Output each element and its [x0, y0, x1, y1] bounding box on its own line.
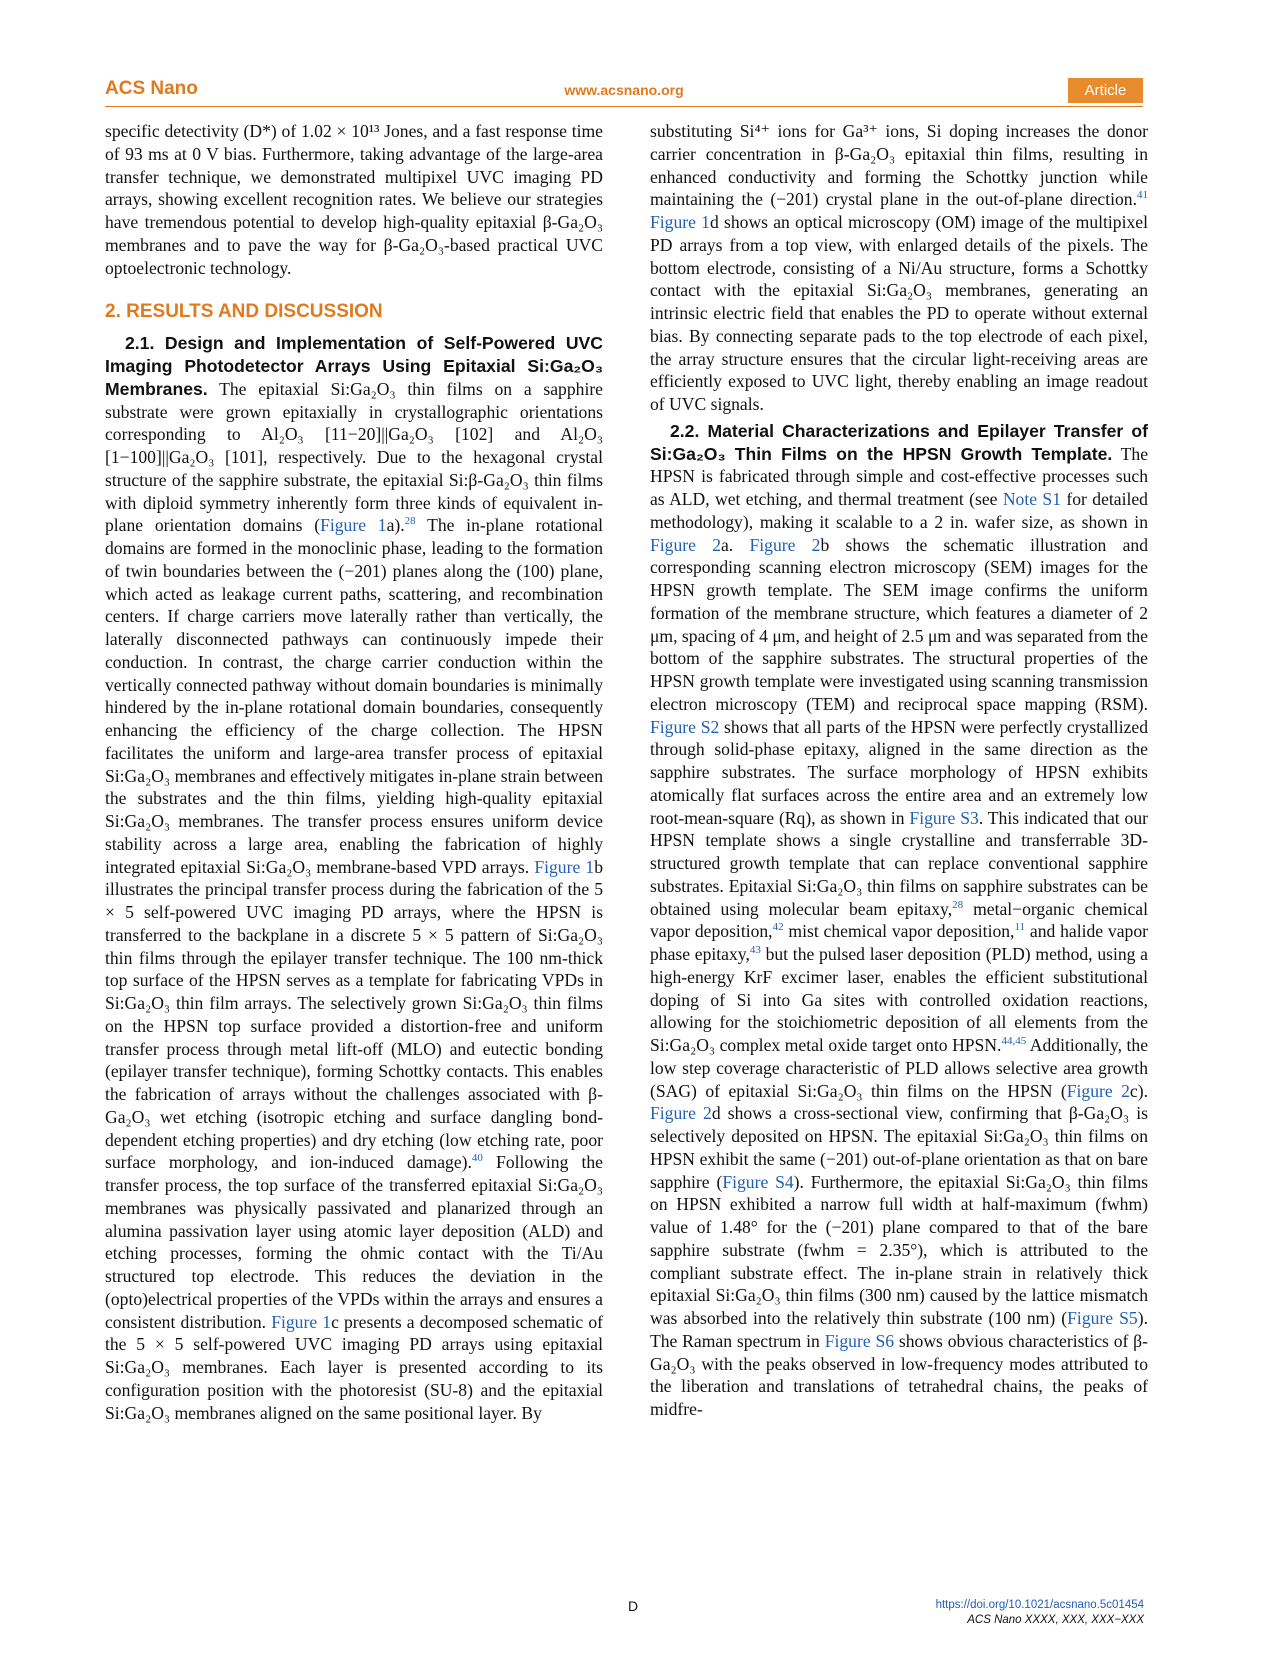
- figure-link-1c[interactable]: Figure 1: [271, 1311, 332, 1332]
- page-number: D: [627, 1598, 639, 1614]
- figure-link-2b[interactable]: Figure 2: [749, 534, 821, 555]
- figure-link-s2[interactable]: Figure S2: [650, 716, 720, 737]
- citation-link-40[interactable]: 40: [471, 1152, 483, 1165]
- left-column: [105, 120, 603, 1424]
- section-heading: 2. RESULTS AND DISCUSSION: [105, 301, 383, 323]
- figure-link-1d[interactable]: Figure 1: [650, 212, 710, 232]
- figure-link-s6[interactable]: Figure S6: [824, 1330, 895, 1351]
- citation-link-42[interactable]: 42: [772, 921, 784, 934]
- subsection-heading-2-2: 2.2. Material Characterizations and Epilayer Transfer of Si:Ga₂O₃ Thin Films on the HPSN Growth Template.: [650, 420, 1148, 464]
- journal-site-link[interactable]: www.acsnano.org: [564, 82, 684, 98]
- citation-link-28[interactable]: 28: [404, 515, 416, 528]
- paragraph-2-2: 2.2. Material Characterizations and Epilayer Transfer of Si:Ga₂O₃ Thin Films on the HPSN Growth Template. The HPSN is fabricated through simple and cost-effective processes such as ALD, wet etching, and thermal treatment (see Note S1 for detailed methodology), making it scalable to a 2 in. wafer size, as shown in Figure 2a. Figure 2b shows the schematic illustration and corresponding scanning electron microscopy (SEM) images for the HPSN growth template. The SEM image confirms the uniform formation of the membrane structure, which features a diameter of 2 μm, spacing of 4 μm, and height of 2.5 μm and was separated from the bottom of the sapphire substrates. The structural properties of the HPSN growth template were investigated using scanning transmission electron microscopy (TEM) and reciprocal space mapping (RSM). Figure S2 shows that all parts of the HPSN were perfectly crystallized through solid-phase epitaxy, aligned in the same direction as the sapphire substrates. The surface morphology of HPSN exhibits atomically flat surfaces across the entire area and an extremely low root-mean-square (Rq), as shown in Figure S3. This indicated that our HPSN template shows a single crystalline and transferrable 3D-structured growth template that can replace conventional sapphire substrates. Epitaxial Si:Ga₂O₃ thin films on sapphire substrates can be obtained using molecular beam epitaxy,$^{28}$ metal−organic chemical vapor deposition,$^{42}$ mist chemical vapor deposition,$^{11}$ and halide vapor phase epitaxy,$^{43}$ but the pulsed laser deposition (PLD) method, using a high-energy KrF excimer laser, enables the efficient substitutional doping of Si into Ga sites with controlled oxidation reactions, allowing for the stoichiometric deposition of all elements from the Si:Ga₂O₃ complex metal oxide target onto HPSN.$^{44,45}$ Additionally, the low step coverage characteristic of PLD allows selective area growth (SAG) of epitaxial Si:Ga₂O₃ thin films on the HPSN (Figure 2c). Figure 2d shows a cross-sectional view, confirming that β-Ga₂O₃ is selectively deposited on HPSN. The epitaxial Si:Ga₂O₃ thin films on HPSN exhibit the same (−201) out-of-plane orientation as that on bare sapphire (Figure S4). Furthermore, the epitaxial Si:Ga₂O₃ thin films on HPSN exhibited a narrow full width at half-maximum (fwhm) value of 1.48° for the (−201) plane compared to that of the bare sapphire substrate (fwhm = 2.35°), which is attributed to the compliant substrate effect. The in-plane strain in relatively thick epitaxial Si:Ga₂O₃ thin films (300 nm) caused by the lattice mismatch was absorbed into the relatively thin substrate (100 nm) (Figure S5). The Raman spectrum in Figure S6 shows obvious characteristics of β-Ga₂O₃ with the peaks observed in low-frequency modes attributed to the liberation and translations of tetrahedral chains, the peaks of midfre-: [650, 420, 1149, 1419]
- citation-link-28b[interactable]: 28: [952, 898, 964, 911]
- figure-link-2c[interactable]: Figure 2: [1066, 1080, 1130, 1101]
- citation-link-41[interactable]: 41: [1137, 189, 1148, 202]
- figure-link-s3[interactable]: Figure S3: [909, 807, 979, 828]
- note-link-s1[interactable]: Note S1: [1002, 489, 1061, 509]
- figure-link-1a[interactable]: Figure 1: [320, 515, 387, 536]
- page-header: [105, 78, 1143, 107]
- citation-link-11[interactable]: 11: [1014, 921, 1026, 934]
- paragraph-2-1-continued: substituting Si⁴⁺ ions for Ga³⁺ ions, Si doping increases the donor carrier concentration in β-Ga₂O₃ epitaxial thin films, resulting in enhanced conductivity and forming the Schottky junction while maintaining the (−201) crystal plane in the out-of-plane direction.$^{41}$ Figure 1d shows an optical microscopy (OM) image of the multipixel PD arrays from a top view, with enlarged details of the pixels. The bottom electrode, consisting of a Ni/Au structure, forms a Schottky contact with the epitaxial Si:Ga₂O₃ membranes, generating an intrinsic electric field that enables the PD to operate without external bias. By connecting separate pads to the top electrode of each pixel, the array structure ensures that the circular light-receiving areas are efficiently exposed to UVC light, thereby enabling an image readout of UVC signals.: [650, 121, 1148, 414]
- figure-link-2a[interactable]: Figure 2: [650, 534, 721, 555]
- figure-link-2d[interactable]: Figure 2: [650, 1103, 712, 1124]
- article-type-badge: Article: [1068, 78, 1143, 103]
- figure-link-1b[interactable]: Figure 1: [534, 856, 595, 877]
- footer-citation: [936, 1598, 1144, 1628]
- citation-link-43[interactable]: 43: [749, 944, 761, 957]
- journal-citation: ACS Nano XXXX, XXX, XXX−XXX: [967, 1614, 1144, 1626]
- citation-link-44-45[interactable]: 44,45: [1001, 1035, 1027, 1048]
- right-column: [650, 120, 1148, 1421]
- journal-name: ACS Nano: [105, 78, 198, 99]
- paragraph-2-1: 2.1. Design and Implementation of Self-Powered UVC Imaging Photodetector Arrays Using Epitaxial Si:Ga₂O₃ Membranes. The epitaxial Si:Ga₂O₃ thin films on a sapphire substrate were grown epitaxially in crystallographic orientations corresponding to Al₂O₃ [11−20]||Ga₂O₃ [102] and Al₂O₃ [1−100]||Ga₂O₃ [101], respectively. Due to the hexagonal crystal structure of the sapphire substrate, the epitaxial Si:β-Ga₂O₃ thin films with diploid symmetry inherently form three kinds of equivalent in-plane orientation domains (Figure 1a).$^{28}$ The in-plane rotational domains are formed in the monoclinic phase, leading to the formation of twin boundaries between the (−201) planes along the (100) plane, which acted as leakage current paths, scattering, and recombination centers. If charge carriers move laterally rather than vertically, the laterally disconnected pathways can continuously impede their conduction. In contrast, the charge carrier conduction within the vertically connected pathway without domain boundaries is minimally hindered by the in-plane rotational domain boundaries, consequently enhancing the efficiency of the charge collection. The HPSN facilitates the uniform and large-area transfer process of epitaxial Si:Ga₂O₃ membranes and effectively mitigates in-plane strain between the substrates and the thin films, yielding high-quality epitaxial Si:Ga₂O₃ membranes. The transfer process ensures uniform device stability across a large area, enabling the fabrication of highly integrated epitaxial Si:Ga₂O₃ membrane-based VPD arrays. Figure 1b illustrates the principal transfer process during the fabrication of the 5 × 5 self-powered UVC imaging PD arrays, where the HPSN is transferred to the backplane in a discrete 5 × 5 pattern of Si:Ga₂O₃ thin films through the epilayer transfer technique. The 100 nm-thick top surface of the HPSN serves as a template for fabricating VPDs in Si:Ga₂O₃ thin film arrays. The selectively grown Si:Ga₂O₃ thin films on the HPSN top surface provided a distortion-free and uniform transfer process through metal lift-off (MLO) and eutectic bonding (epilayer transfer technique), forming Schottky contacts. This enables the fabrication of arrays without the challenges associated with β-Ga₂O₃ wet etching (isotropic etching and surface dangling bond-dependent etching properties) and dry etching (low etching rate, poor surface morphology, and ion-induced damage).$^{40}$ Following the transfer process, the top surface of the transferred epitaxial Si:Ga₂O₃ membranes was physically passivated and planarized through an alumina passivation layer using atomic layer deposition (ALD) and etching processes, forming the ohmic contact with the Ti/Au structured top electrode. This reduces the deviation in the (opto)electrical properties of the VPDs within the arrays and ensures a consistent distribution. Figure 1c presents a decomposed schematic of the 5 × 5 self-powered UVC imaging PD arrays using epitaxial Si:Ga₂O₃ membranes. Each layer is presented according to its configuration position with the photoresist (SU-8) and the epitaxial Si:Ga₂O₃ membranes aligned on the same positional layer. By: [105, 333, 603, 1423]
- intro-paragraph-end: specific detectivity (D*) of 1.02 × 10¹³ Jones, and a fast response time of 93 ms at 0 V bias. Furthermore, taking advantage of the large-area transfer technique, we demonstrated multipixel UVC imaging PD arrays, showing excellent recognition rates. We believe our strategies have tremendous potential to develop high-quality epitaxial β-Ga₂O₃ membranes and to pave the way for β-Ga₂O₃-based practical UVC optoelectronic technology.: [105, 121, 603, 278]
- doi-link[interactable]: https://doi.org/10.1021/acsnano.5c01454: [935, 1599, 1144, 1611]
- subsection-heading-2-1: 2.1. Design and Implementation of Self-Powered UVC Imaging Photodetector Arrays Using Epitaxial Si:Ga₂O₃ Membranes.: [105, 333, 603, 399]
- figure-link-s4[interactable]: Figure S4: [722, 1171, 794, 1192]
- figure-link-s5[interactable]: Figure S5: [1067, 1308, 1138, 1328]
